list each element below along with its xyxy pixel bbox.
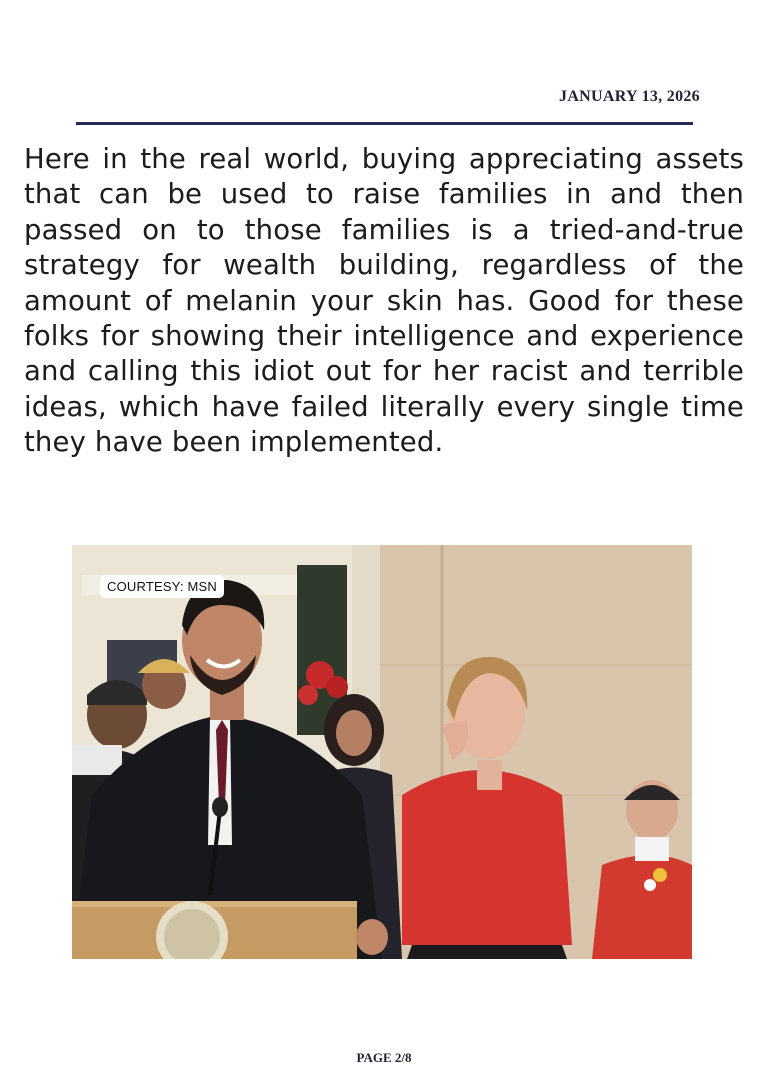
- article-photo: [72, 545, 692, 959]
- photo-illustration: [72, 545, 692, 959]
- photo-credit: COURTESY: MSN: [100, 575, 224, 598]
- article-paragraph: Here in the real world, buying appreciating assets that can be used to raise families in and then passed on to those families is a tried-and-true strategy for wealth building, regardless of the amount of melanin your skin has. Good for these folks for showing their intelligence and experience and calling this idiot out for her racist and terrible ideas, which have failed literally every single time they have been implemented.: [24, 143, 744, 459]
- page-number: PAGE 2/8: [356, 1050, 412, 1065]
- header-divider: [76, 122, 693, 125]
- page-date: JANUARY 13, 2026: [559, 88, 700, 105]
